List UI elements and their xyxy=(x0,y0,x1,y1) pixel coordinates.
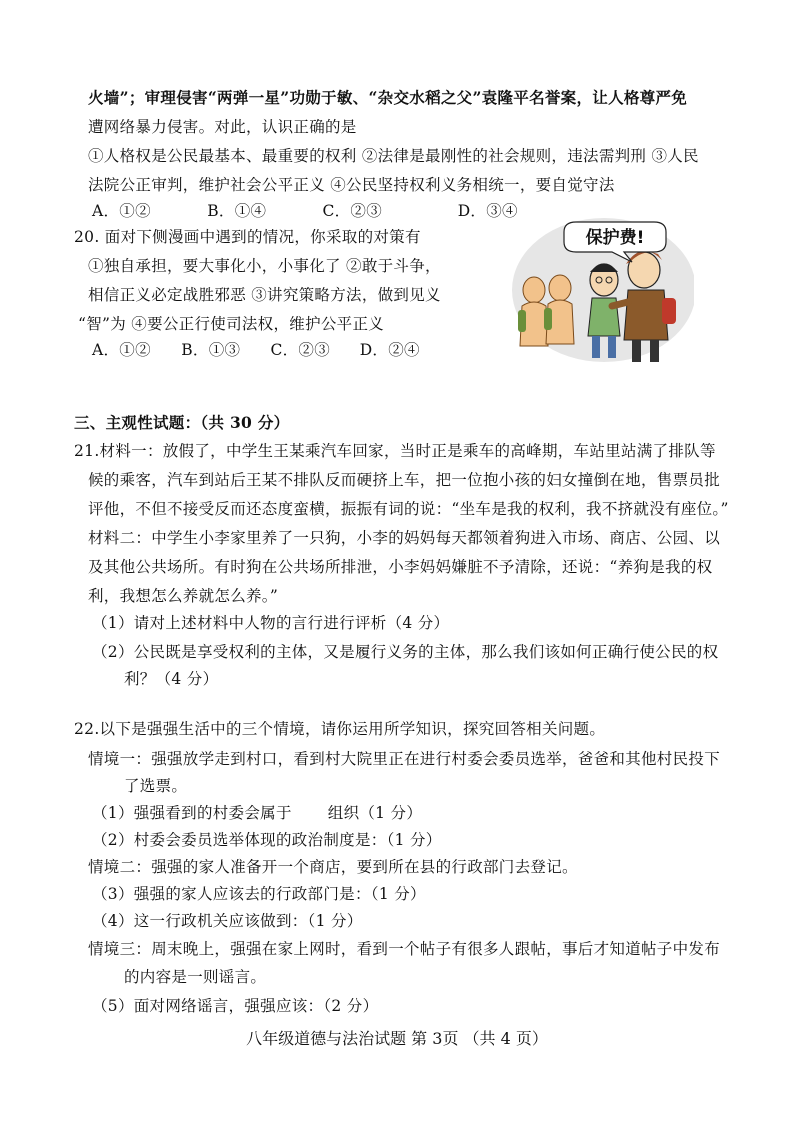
q20-option-c: C．②③ xyxy=(270,341,331,359)
q21-subquestion-2: （2）公民既是享受权利的主体，又是履行义务的主体，那么我们该如何正确行使公民的权 xyxy=(92,643,719,661)
q22-subquestion-4: （4）这一行政机关应该做到：（1 分） xyxy=(92,912,363,930)
q19-option-d: D．③④ xyxy=(457,202,518,220)
q20-line-2: ①独自承担，要大事化小，小事化了 ②敢于斗争， xyxy=(88,257,441,275)
page-footer: 八年级道德与法治试题 第 3页 （共 4 页） xyxy=(246,1029,548,1048)
q19-options xyxy=(92,201,518,221)
q19-option-b: B．①④ xyxy=(207,202,267,220)
q21-material-1-line-2: 候的乘客，汽车到站后王某不排队反而硬挤上车，把一位抱小孩的妇女撞倒在地，售票员批 xyxy=(88,471,721,489)
q20-line-3: 相信正义必定战胜邪恶 ③讲究策略方法，做到见义 xyxy=(88,286,441,304)
cartoon-caption: 保护费! xyxy=(585,228,645,248)
q22-scenario-2: 情境二：强强的家人准备开一个商店，要到所在县的行政部门去登记。 xyxy=(88,858,578,876)
q22-scenario-1-cont: 了选票。 xyxy=(124,777,188,795)
q21-material-1-line-1: 21.材料一：放假了，中学生王某乘汽车回家，当时正是乘车的高峰期，车站里站满了排队等 xyxy=(74,442,716,460)
q21-material-2-line-3: 利，我想怎么养就怎么养。” xyxy=(88,587,279,605)
q20-options xyxy=(92,340,420,360)
section-3-heading: 三、主观性试题：（共 30 分） xyxy=(74,413,290,432)
q19-option-a: A．①② xyxy=(92,202,151,220)
q22-subquestion-3: （3）强强的家人应该去的行政部门是：（1 分） xyxy=(92,885,426,903)
q20-option-a: A．①② xyxy=(92,341,151,359)
q22-subquestion-1 xyxy=(92,803,422,823)
q21-subquestion-2-cont: 利？（4 分） xyxy=(124,670,219,688)
q22-scenario-3: 情境三：周末晚上，强强在家上网时，看到一个帖子有很多人跟帖，事后才知道帖子中发布 xyxy=(88,940,721,958)
q22-subquestion-1-prefix: （1）强强看到的村委会属于 xyxy=(92,804,292,822)
q22-scenario-3-cont: 的内容是一则谣言。 xyxy=(124,968,267,986)
q22-subquestion-5: （5）面对网络谣言，强强应该：（2 分） xyxy=(92,997,379,1015)
q21-material-2-line-1: 材料二：中学生小李家里养了一只狗，小李的妈妈每天都领着狗进入市场、商店、公园、以 xyxy=(88,529,721,547)
q19-line-2: 遭网络暴力侵害。对此，认识正确的是 xyxy=(88,118,357,136)
q22-scenario-1: 情境一：强强放学走到村口，看到村大院里正在进行村委会委员选举，爸爸和其他村民投下 xyxy=(88,750,721,768)
q21-material-1-line-3: 评他，不但不接受反而还态度蛮横，振振有词的说：“坐车是我的权利，我不挤就没有座位。” xyxy=(88,500,729,518)
q19-line-3: ①人格权是公民最基本、最重要的权利 ②法律是最刚性的社会规则，违法需判刑 ③人民 xyxy=(88,147,699,165)
q19-line-1: 火墙”；审理侵害“两弹一星”功勋于敏、“杂交水稻之父”袁隆平名誉案，让人格尊严免 xyxy=(88,88,688,107)
q21-subquestion-1: （1）请对上述材料中人物的言行进行评析（4 分） xyxy=(92,614,450,632)
q20-option-d: D．②④ xyxy=(359,341,420,359)
q20-stem: 20. 面对下侧漫画中遇到的情况，你采取的对策有 xyxy=(74,228,421,246)
cartoon-illustration xyxy=(504,218,694,368)
q21-material-2-line-2: 及其他公共场所。有时狗在公共场所排泄，小李妈妈嫌脏不予清除，还说：“养狗是我的权 xyxy=(88,558,713,576)
q22-stem: 22.以下是强强生活中的三个情境，请你运用所学知识，探究回答相关问题。 xyxy=(74,720,606,738)
q20-line-4: “智”为 ④要公正行使司法权，维护公平正义 xyxy=(78,315,385,333)
q22-subquestion-2: （2）村委会委员选举体现的政治制度是：（1 分） xyxy=(92,831,442,849)
q19-option-c: C．②③ xyxy=(322,202,383,220)
q20-option-b: B．①③ xyxy=(181,341,241,359)
q22-subquestion-1-suffix: 组织（1 分） xyxy=(327,804,423,822)
extortion-cartoon xyxy=(504,218,694,368)
q19-line-4: 法院公正审判，维护社会公平正义 ④公民坚持权利义务相统一，要自觉守法 xyxy=(88,176,615,194)
